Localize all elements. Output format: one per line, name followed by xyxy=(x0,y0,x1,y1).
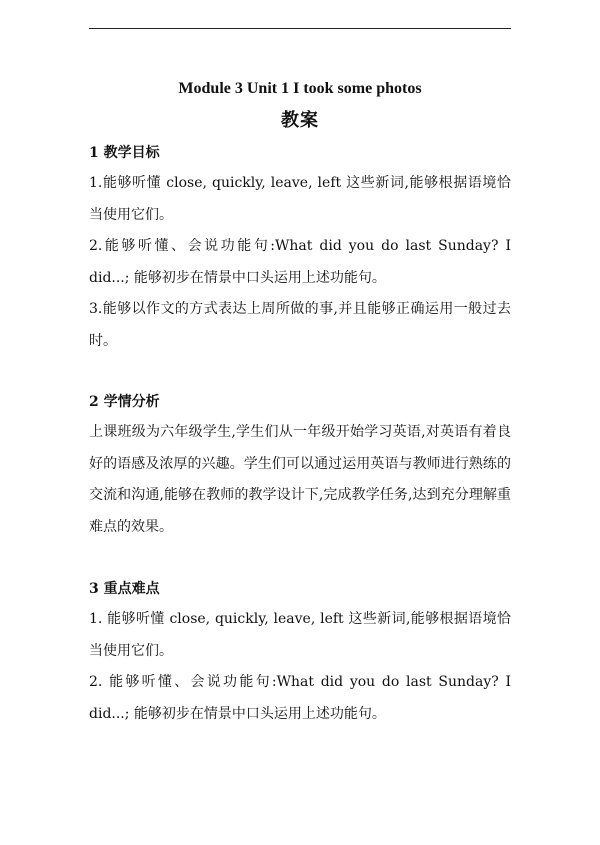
section-2-body xyxy=(89,417,511,543)
section-2-paragraph: 上课班级为六年级学生,学生们从一年级开始学习英语,对英语有着良好的语感及浓厚的兴趣。学生们可以通过运用英语与教师进行熟练的交流和沟通,能够在教师的教学设计下,完成教学任务,达到充分理解重难点的效果。 xyxy=(89,424,511,535)
section-heading xyxy=(89,579,511,599)
section-1-paragraph: 2.能够听懂、会说功能句:What did you do last Sunday? I did...; 能够初步在情景中口头运用上述功能句。 xyxy=(89,238,511,286)
section-1-paragraph: 1.能够听懂 close, quickly, leave, left 这些新词,能够根据语境恰当使用它们。 xyxy=(89,175,511,223)
section-3-paragraph: 2. 能够听懂、会说功能句:What did you do last Sunday? I did...; 能够初步在情景中口头运用上述功能句。 xyxy=(89,674,511,722)
section-1-body xyxy=(89,168,511,357)
document-subtitle: 教案 xyxy=(281,110,319,131)
header-rule xyxy=(89,28,511,29)
section-2-heading: 2 学情分析 xyxy=(89,394,160,410)
section-3-heading: 3 重点难点 xyxy=(89,581,160,597)
section-1-heading: 1 教学目标 xyxy=(89,145,160,161)
section-3-body xyxy=(89,604,511,730)
document-title: Module 3 Unit 1 I took some photos xyxy=(178,80,422,97)
section-1-paragraph: 3.能够以作文的方式表达上周所做的事,并且能够正确运用一般过去时。 xyxy=(89,301,511,349)
section-heading xyxy=(89,143,511,163)
section-heading xyxy=(89,392,511,412)
section-3-paragraph: 1. 能够听懂 close, quickly, leave, left 这些新词,能够根据语境恰当使用它们。 xyxy=(89,611,511,659)
